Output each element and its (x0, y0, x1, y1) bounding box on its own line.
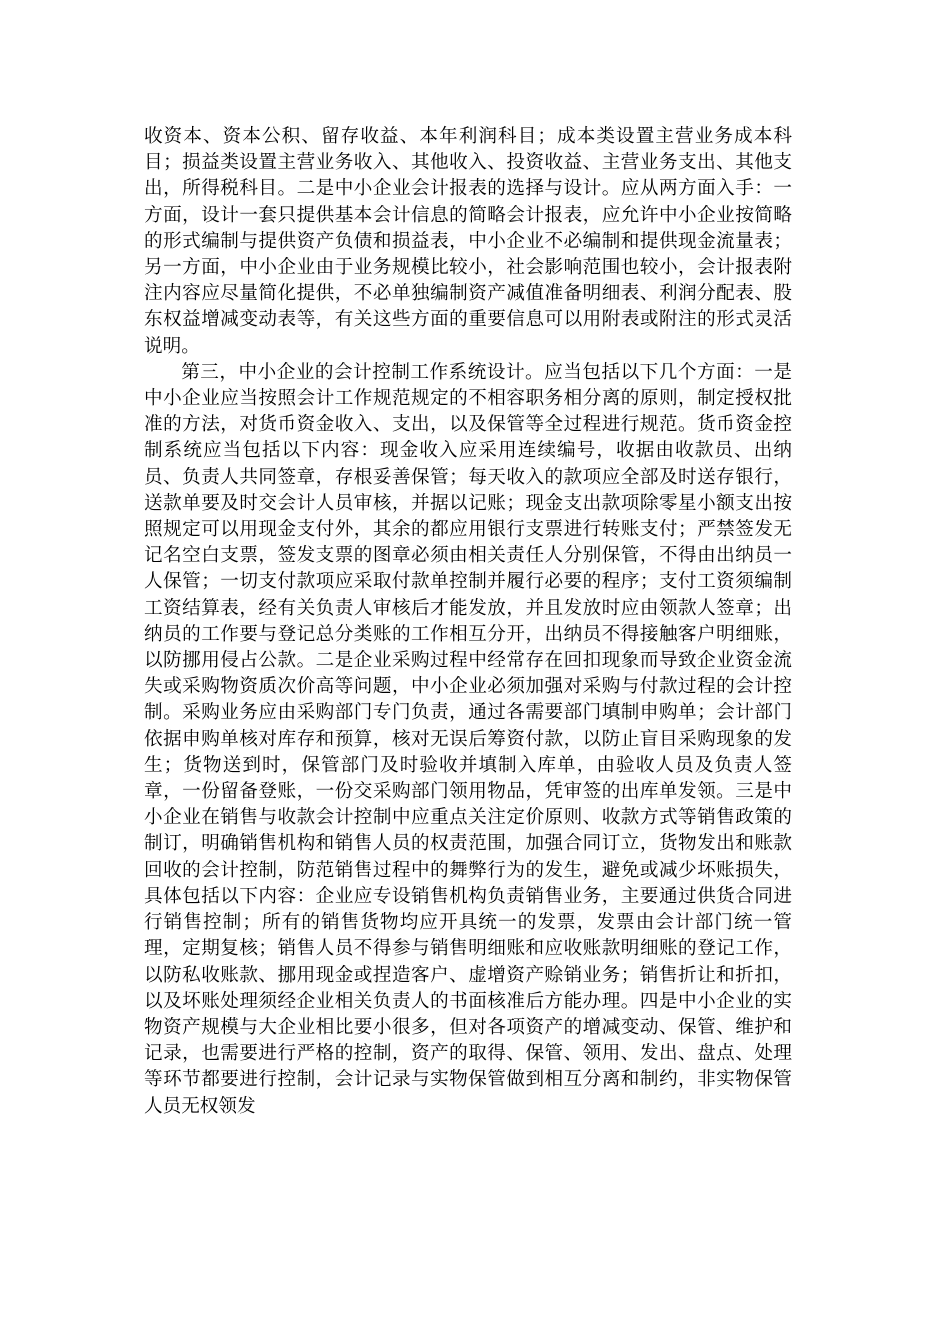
document-body (144, 124, 792, 1120)
paragraph-2: 第三，中小企业的会计控制工作系统设计。应当包括以下几个方面：一是中小企业应当按照会计工作规范规定的不相容职务相分离的原则，制定授权批准的方法，对货币资金收入、支出，以及保管等全过程进行规范。货币资金控制系统应当包括以下内容：现金收入应采用连续编号，收据由收款员、出纳员、负责人共同签章，存根妥善保管；每天收入的款项应全部及时送存银行，送款单要及时交会计人员审核，并据以记账；现金支出款项除零星小额支出按照规定可以用现金支付外，其余的都应用银行支票进行转账支付；严禁签发无记名空白支票，签发支票的图章必须由相关责任人分别保管，不得由出纳员一人保管；一切支付款项应采取付款单控制并履行必要的程序；支付工资须编制工资结算表，经有关负责人审核后才能发放，并且发放时应由领款人签章；出纳员的工作要与登记总分类账的工作相互分开，出纳员不得接触客户明细账，以防挪用侵占公款。二是企业采购过程中经常存在回扣现象而导致企业资金流失或采购物资质次价高等问题，中小企业必须加强对采购与付款过程的会计控制。采购业务应由采购部门专门负责，通过各需要部门填制申购单；会计部门依据申购单核对库存和预算，核对无误后筹资付款，以防止盲目采购现象的发生；货物送到时，保管部门及时验收并填制入库单，由验收人员及负责人签章，一份留备登账，一份交采购部门领用物品，凭审签的出库单发领。三是中小企业在销售与收款会计控制中应重点关注定价原则、收款方式等销售政策的制订，明确销售机构和销售人员的权责范围，加强合同订立，货物发出和账款回收的会计控制，防范销售过程中的舞弊行为的发生，避免或减少坏账损失，具体包括以下内容：企业应专设销售机构负责销售业务，主要通过供货合同进行销售控制；所有的销售货物均应开具统一的发票，发票由会计部门统一管理，定期复核；销售人员不得参与销售明细账和应收账款明细账的登记工作，以防私收账款、挪用现金或捏造客户、虚增资产赊销业务；销售折让和折扣，以及坏账处理须经企业相关负责人的书面核准后方能办理。四是中小企业的实物资产规模与大企业相比要小很多，但对各项资产的增减变动、保管、维护和记录，也需要进行严格的控制，资产的取得、保管、领用、发出、盘点、处理等环节都要进行控制，会计记录与实物保管做到相互分离和制约，非实物保管人员无权领发 (144, 361, 792, 1117)
paragraph-1: 收资本、资本公积、留存收益、本年利润科目；成本类设置主营业务成本科目；损益类设置主营业务收入、其他收入、投资收益、主营业务支出、其他支出，所得税科目。二是中小企业会计报表的选择与设计。应从两方面入手：一方面，设计一套只提供基本会计信息的简略会计报表，应允许中小企业按简略的形式编制与提供资产负债和损益表，中小企业不必编制和提供现金流量表；另一方面，中小企业由于业务规模比较小，社会影响范围也较小，会计报表附注内容应尽量简化提供，不必单独编制资产减值准备明细表、利润分配表、股东权益增减变动表等，有关这些方面的重要信息可以用附表或附注的形式灵活说明。 (144, 126, 792, 357)
